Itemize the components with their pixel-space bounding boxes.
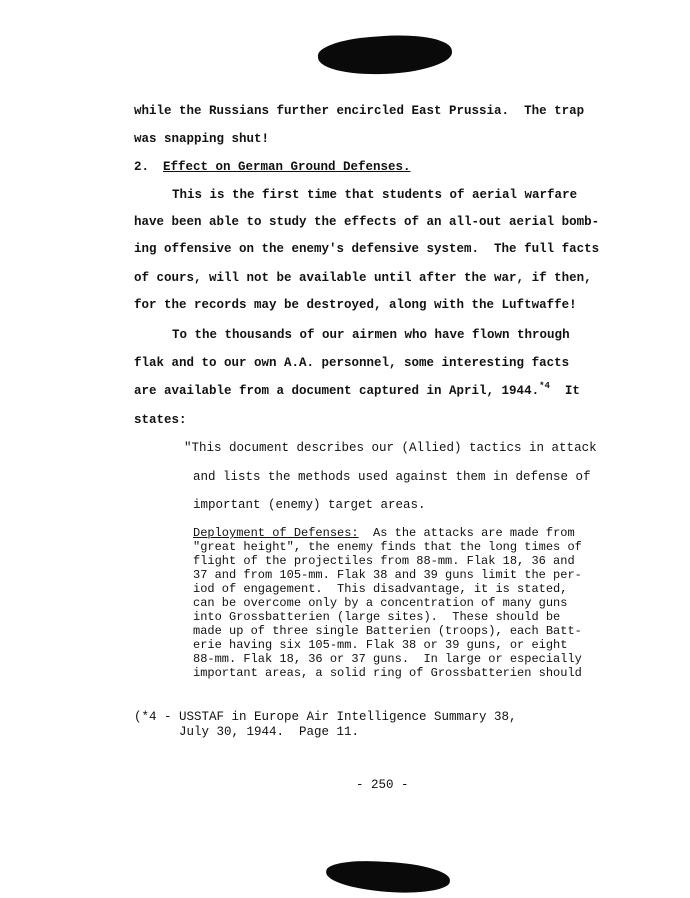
text-line: have been able to study the effects of an all-out aerial bomb-: [134, 215, 600, 229]
quote-line: important areas, a solid ring of Grossbatterien should: [193, 666, 582, 680]
footnote-line: (*4 - USSTAF in Europe Air Intelligence Summary 38,: [134, 710, 517, 724]
quote-line: into Grossbatterien (large sites). These should be: [193, 610, 561, 624]
footnote-line: July 30, 1944. Page 11.: [134, 725, 360, 739]
quote-line: 37 and from 105-mm. Flak 38 and 39 guns limit the per-: [193, 568, 582, 582]
text-fragment: As the attacks are made from: [373, 526, 575, 540]
text-line: while the Russians further encircled East Prussia. The trap: [134, 104, 585, 118]
quote-line: "This document describes our (Allied) tactics in attack: [184, 441, 597, 455]
quote-line: flight of the projectiles from 88-mm. Flak 18, 36 and: [193, 554, 575, 568]
quote-line: iod of engagement. This disadvantage, it is stated,: [193, 582, 568, 596]
text-line: ing offensive on the enemy's defensive system. The full facts: [134, 242, 600, 256]
deployment-label: Deployment of Defenses:: [193, 526, 359, 540]
text-line: To the thousands of our airmen who have flown through: [172, 328, 570, 342]
text-line: states:: [134, 413, 187, 427]
footnote-ref: *4: [539, 381, 550, 391]
text-line: [134, 381, 580, 399]
redaction-mark-top: [317, 31, 453, 78]
text-line: flak and to our own A.A. personnel, some interesting facts: [134, 356, 570, 370]
text-fragment: It: [564, 384, 580, 398]
section-heading: Effect on German Ground Defenses.: [163, 160, 411, 174]
quote-line: made up of three single Batterien (troops), each Batt-: [193, 624, 582, 638]
quote-line: and lists the methods used against them in defense of: [193, 470, 591, 484]
text-line: This is the first time that students of aerial warfare: [172, 188, 578, 202]
quote-line: 88-mm. Flak 18, 36 or 37 guns. In large or especially: [193, 652, 582, 666]
redaction-mark-bottom: [325, 859, 450, 895]
quote-line: important (enemy) target areas.: [193, 498, 426, 512]
classification-stamp: [340, 795, 586, 841]
quote-line: can be overcome only by a concentration of many guns: [193, 596, 568, 610]
page-number: - 250 -: [356, 778, 409, 792]
section-number: 2.: [134, 160, 150, 174]
text-fragment: are available from a document captured in April, 1944.: [134, 384, 540, 398]
quote-line: erie having six 105-mm. Flak 38 or 39 guns, or eight: [193, 638, 568, 652]
text-line: was snapping shut!: [134, 132, 270, 146]
quote-line: [193, 526, 575, 540]
quote-line: "great height", the enemy finds that the long times of: [193, 540, 582, 554]
text-line: of cours, will not be available until after the war, if then,: [134, 271, 592, 285]
text-line: for the records may be destroyed, along with the Luftwaffe!: [134, 298, 577, 312]
